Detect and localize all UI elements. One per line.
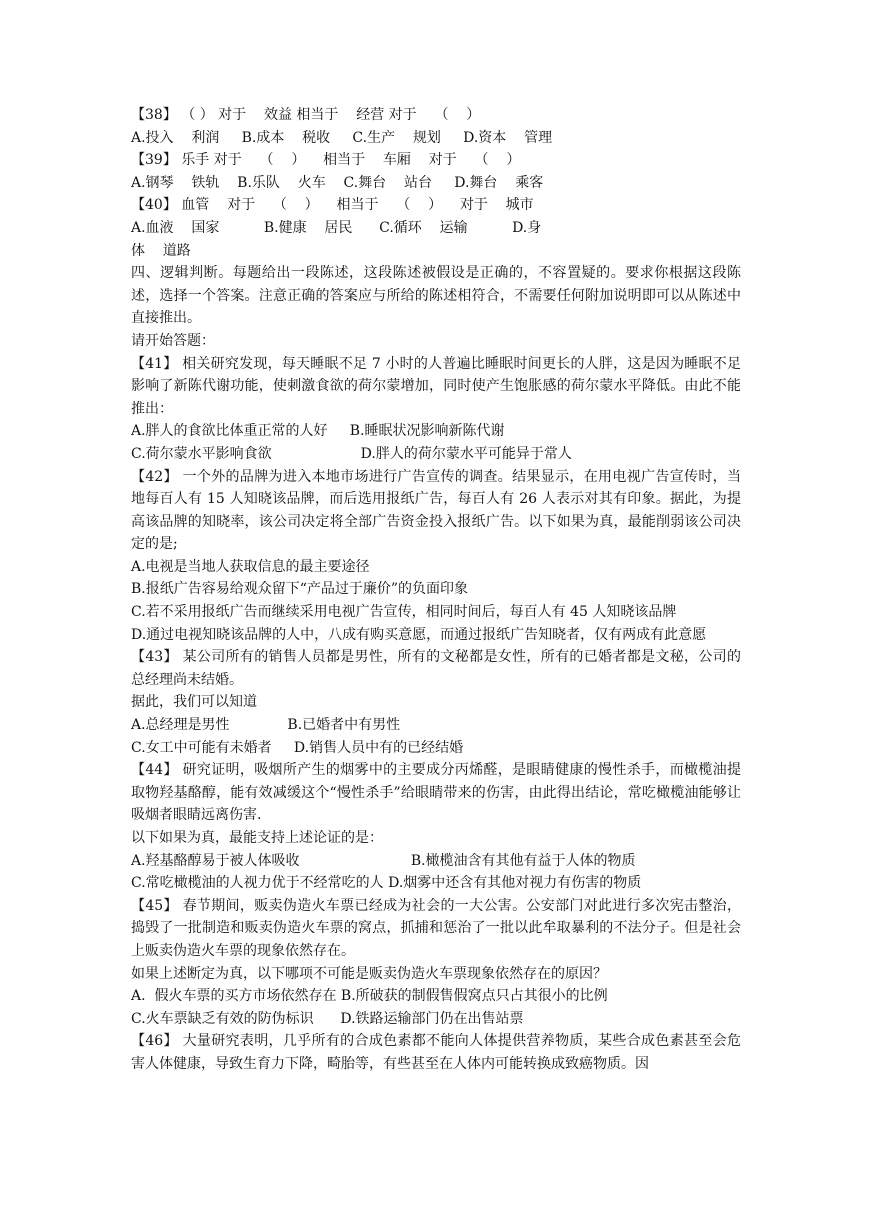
question-40-options-wrap: 体 道路: [131, 242, 191, 259]
start-prompt: 请开始答题：: [131, 332, 215, 349]
question-43: 【43】 某公司所有的销售人员都是男性，所有的文秘都是女性，所有的已婚者都是文秘，公司的总经理尚未结婚。: [131, 649, 741, 688]
question-40-options: A.血液 国家 B.健康 居民 C.循环 运输 D.身: [131, 219, 542, 236]
question-45-prompt: 如果上述断定为真，以下哪项不可能是贩卖伪造火车票现象依然存在的原因？: [131, 965, 607, 982]
question-39-options: A.钢琴 铁轨 B.乐队 火车 C.舞台 站台 D.舞台 乘客: [131, 174, 544, 191]
document-page: [131, 104, 741, 1076]
question-43-options-cd: C.女工中可能有未婚者 D.销售人员中有的已经结婚: [131, 739, 464, 756]
question-42-option-a: A.电视是当地人获取信息的最主要途径: [131, 558, 370, 575]
question-43-prompt: 据此，我们可以知道: [131, 694, 257, 711]
question-42-option-d: D.通过电视知晓该品牌的人中，八成有购买意愿，而通过报纸广告知晓者，仅有两成有此意愿: [131, 626, 707, 643]
question-44: 【44】 研究证明，吸烟所产生的烟雾中的主要成分丙烯醛，是眼睛健康的慢性杀手，而橄榄油提取物羟基酪醇，能有效减缓这个“慢性杀手”给眼睛带来的伤害，由此得出结论，常吃橄榄油能够让吸烟者眼睛远离伤害.: [131, 762, 741, 824]
section-4-instructions: 四、逻辑判断。每题给出一段陈述，这段陈述被假设是正确的，不容置疑的。要求你根据这段陈述，选择一个答案。注意正确的答案应与所给的陈述相符合，不需要任何附加说明即可以从陈述中直接推出。: [131, 265, 741, 327]
question-41-options-ab: A.胖人的食欲比体重正常的人好 B.睡眠状况影响新陈代谢: [131, 423, 505, 440]
question-45: 【45】 春节期间，贩卖伪造火车票已经成为社会的一大公害。公安部门对此进行多次宪击整治，捣毁了一批制造和贩卖伪造火车票的窝点，抓捕和惩治了一批以此牟取暴利的不法分子。但是社会上贩卖伪造火车票的现象依然存在。: [131, 897, 741, 959]
question-44-prompt: 以下如果为真，最能支持上述论证的是：: [131, 830, 383, 846]
question-42-option-b: B.报纸广告容易给观众留下“产品过于廉价”的负面印象: [131, 581, 469, 598]
question-41: 【41】 相关研究发现，每天睡眠不足 7 小时的人普遍比睡眠时间更长的人胖，这是因为睡眠不足影响了新陈代谢功能，使刺激食欲的荷尔蒙增加，同时使产生饱胀感的荷尔蒙水平降低。由此不能推出：: [131, 355, 741, 417]
question-38-options: A.投入 利润 B.成本 税收 C.生产 规划 D.资本 管理: [131, 129, 553, 146]
question-43-options-ab: A.总经理是男性 B.已婚者中有男性: [131, 717, 401, 734]
question-44-options-ab: A.羟基酪醇易于被人体吸收 B.橄榄油含有其他有益于人体的物质: [131, 852, 636, 869]
question-39-line: 【39】 乐手 对于 （ ） 相当于 车厢 对于 （ ）: [131, 152, 521, 169]
question-45-options-cd: C.火车票缺乏有效的防伪标识 D.铁路运输部门仍在出售站票: [131, 1010, 524, 1027]
question-42-option-c: C.若不采用报纸广告而继续采用电视广告宣传，相同时间后，每百人有 45 人知晓该品牌: [131, 604, 677, 621]
question-41-options-cd: C.荷尔蒙水平影响食欲 D.胖人的荷尔蒙水平可能异于常人: [131, 445, 572, 462]
question-44-options-cd: C.常吃橄榄油的人视力优于不经常吃的人 D.烟雾中还含有其他对视力有伤害的物质: [131, 875, 642, 892]
question-42: 【42】 一个外的品牌为进入本地市场进行广告宣传的调查。结果显示，在用电视广告宣传时，当地每百人有 15 人知晓该品牌，而后选用报纸广告，每百人有 26 人表示对其有印象。据此，为提高该品牌的知晓率，该公司决定将全部广告资金投入报纸广告。以下如果为真，最能削弱该公司决定的是;: [131, 468, 741, 553]
question-40-line: 【40】 血管 对于 （ ） 相当于 （ ） 对于 城市: [131, 197, 534, 214]
question-46: 【46】 大量研究表明，几乎所有的合成色素都不能向人体提供营养物质，某些合成色素甚至会危害人体健康，导致生育力下降，畸胎等，有些甚至在人体内可能转换成致癌物质。因: [131, 1033, 741, 1072]
question-38-line: 【38】 （ ） 对于 效益 相当于 经营 对于 （ ）: [131, 107, 481, 123]
question-45-options-ab: A. 假火车票的买方市场依然存在 B.所破获的制假售假窝点只占其很小的比例: [131, 988, 608, 1005]
